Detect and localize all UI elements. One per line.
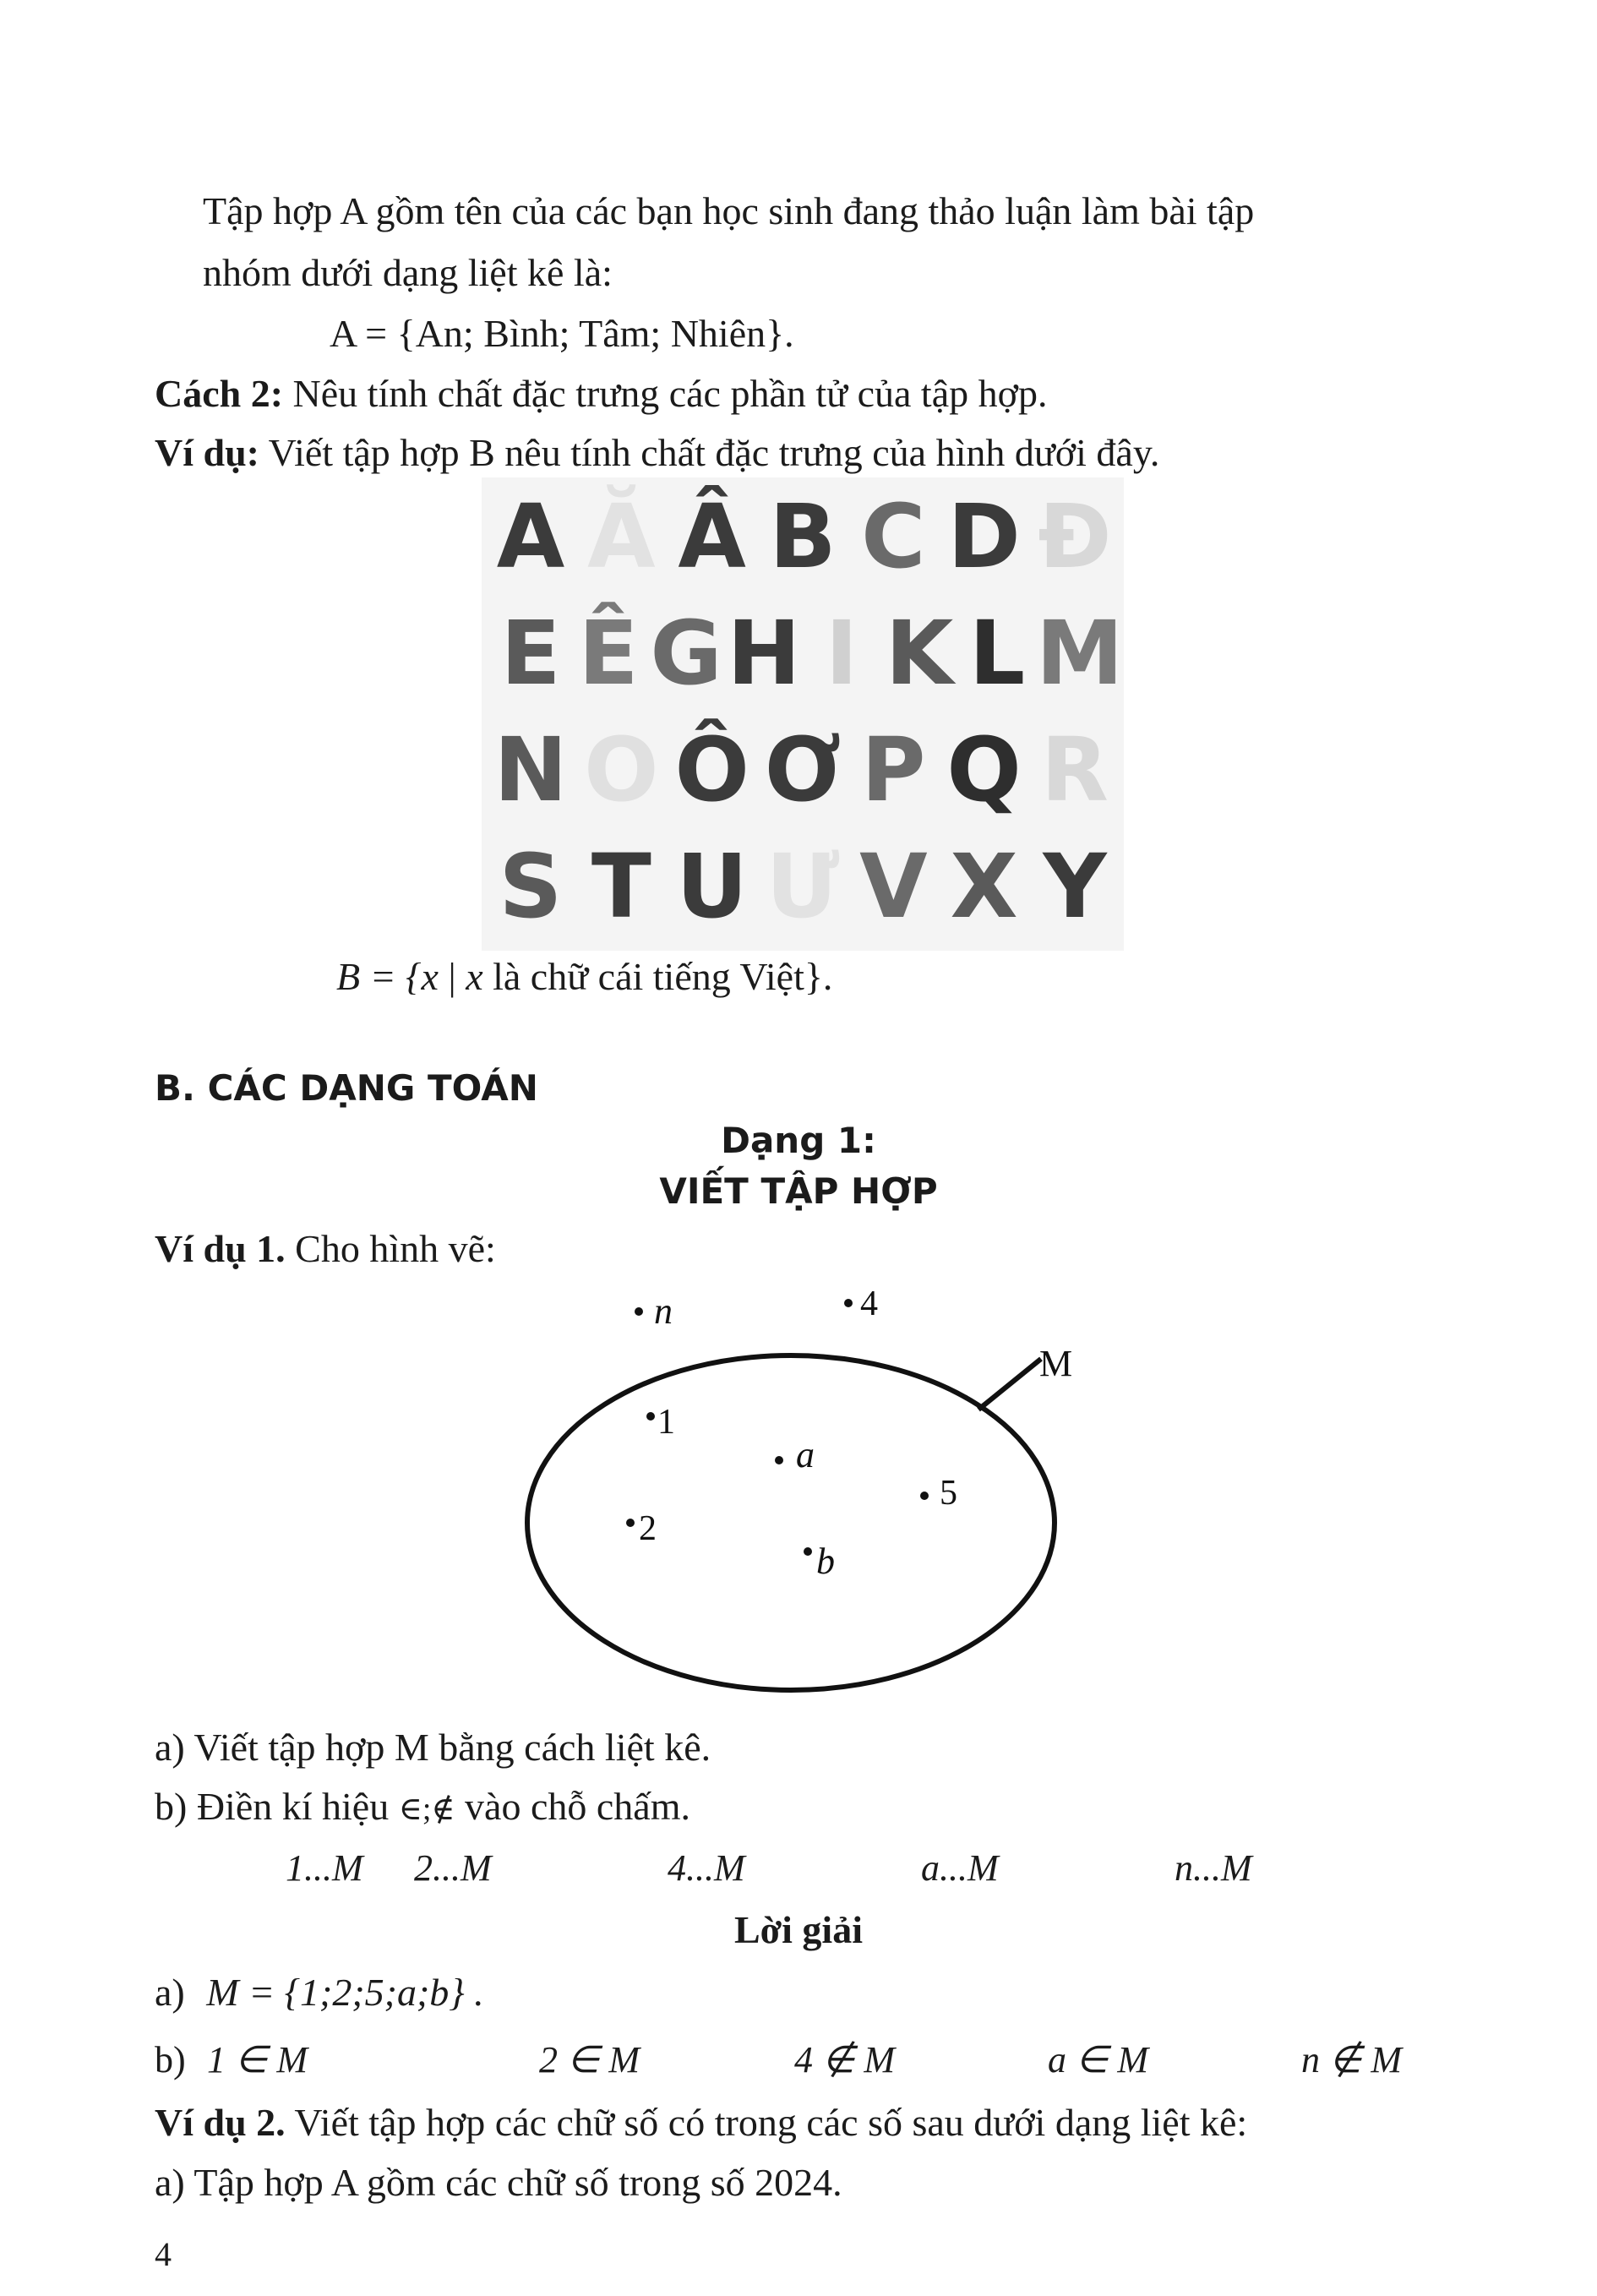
point-1-label: 1: [657, 1403, 675, 1442]
set-b-var: x: [421, 955, 439, 998]
alphabet-letter: Đ: [1038, 485, 1112, 588]
solution-a-set: M = {1;2;5;a;b} .: [206, 1971, 484, 2014]
alphabet-letter: H: [727, 602, 801, 705]
fill-item: a...M: [921, 1847, 999, 1889]
point-5-label: 5: [940, 1474, 957, 1513]
dang-1-subtitle: VIẾT TẬP HỢP: [659, 1170, 938, 1212]
alphabet-letter: Ô: [674, 718, 749, 821]
solution-b-item: 4 ∉ M: [794, 2039, 895, 2081]
dang-1-title: Dạng 1:: [721, 1120, 876, 1161]
method-2-label: Cách 2:: [155, 372, 284, 415]
intro-line-1: Tập hợp A gồm tên của các bạn học sinh đang thảo luận làm bài tập: [203, 189, 1255, 232]
example-2-part-a: a) Tập hợp A gồm các chữ số trong số 2024.: [155, 2161, 842, 2204]
alphabet-row: [482, 486, 1124, 587]
method-2-line: [155, 370, 1047, 417]
example-b-label: Ví dụ:: [155, 431, 259, 474]
solution-a-label: a): [155, 1971, 185, 2014]
example-1-text: Cho hình vẽ:: [285, 1227, 496, 1270]
point-5-dot: [920, 1492, 929, 1500]
alphabet-letter: N: [493, 718, 568, 821]
fill-item: 4...M: [668, 1847, 745, 1889]
alphabet-letter: G: [650, 602, 722, 705]
alphabet-letter: Ă: [587, 485, 656, 588]
alphabet-letter: Ê: [578, 602, 639, 705]
alphabet-letter: Ư: [766, 835, 840, 938]
point-a-dot: [775, 1456, 783, 1464]
alphabet-letter: C: [861, 485, 926, 588]
point-2-dot: [626, 1519, 635, 1527]
alphabet-letter: U: [676, 835, 748, 938]
alphabet-letter: Ơ: [764, 718, 842, 821]
method-2-text: Nêu tính chất đặc trưng các phần tử của tập hợp.: [283, 372, 1048, 415]
point-n-dot: [635, 1307, 643, 1316]
set-a-listing: A = {An; Bình; Tâm; Nhiên}.: [330, 312, 794, 355]
solution-title: Lời giải: [734, 1908, 863, 1951]
vietnamese-alphabet-image: [482, 477, 1124, 951]
alphabet-letter: O: [584, 718, 659, 821]
alphabet-letter: D: [947, 485, 1021, 588]
point-a-label: a: [796, 1434, 815, 1475]
solution-b-label: b): [155, 2039, 186, 2081]
point-2-label: 2: [639, 1509, 657, 1548]
alphabet-letter: R: [1040, 718, 1109, 821]
solution-b-item: 1 ∈ M: [207, 2039, 308, 2081]
question-b-prefix: b) Điền kí hiệu: [155, 1785, 390, 1828]
solution-b-item: n ∉ M: [1301, 2039, 1402, 2081]
alphabet-letter: L: [968, 602, 1026, 705]
alphabet-row: [482, 836, 1124, 937]
example-2-text: Viết tập hợp các chữ số có trong các số sau dưới dạng liệt kê:: [285, 2101, 1248, 2144]
alphabet-letter: V: [859, 835, 928, 938]
question-b: [155, 1783, 690, 1833]
alphabet-letter: B: [769, 485, 837, 588]
alphabet-row: [482, 603, 1124, 704]
set-m-label: M: [1039, 1343, 1073, 1384]
set-b-prefix: B = {: [336, 955, 422, 998]
alphabet-letter: Q: [946, 718, 1022, 821]
alphabet-letter: A: [496, 485, 565, 588]
membership-symbols: ∈;∉: [398, 1792, 455, 1827]
example-2-line: [155, 2099, 1247, 2146]
set-m-ellipse: [527, 1355, 1055, 1690]
set-m-pointer: [978, 1359, 1041, 1410]
solution-a: [155, 1969, 484, 2016]
example-b-text: Viết tập hợp B nêu tính chất đặc trưng của hình dưới đây.: [259, 431, 1160, 474]
alphabet-letter: Y: [1043, 835, 1107, 938]
set-b-bar: |: [438, 955, 466, 998]
example-2-label: Ví dụ 2.: [155, 2101, 286, 2144]
set-b-rest: là chữ cái tiếng Việt}.: [482, 955, 833, 998]
page-number: 4: [155, 2235, 172, 2273]
fill-item: 2...M: [414, 1847, 492, 1889]
point-4-label: 4: [860, 1284, 878, 1323]
point-4-dot: [844, 1299, 853, 1307]
point-b-dot: [804, 1547, 812, 1556]
point-b-label: b: [816, 1541, 835, 1582]
solution-b-item: a ∈ M: [1048, 2039, 1148, 2081]
section-heading: B. CÁC DẠNG TOÁN: [155, 1067, 538, 1109]
fill-item: 1...M: [286, 1847, 363, 1889]
alphabet-letter: S: [499, 835, 563, 938]
alphabet-letter: X: [950, 835, 1018, 938]
fill-item: n...M: [1175, 1847, 1252, 1889]
alphabet-letter: M: [1036, 602, 1124, 705]
alphabet-letter: K: [885, 602, 954, 705]
question-b-suffix: vào chỗ chấm.: [465, 1785, 690, 1828]
example-b-line: [155, 429, 1159, 477]
alphabet-row: [482, 719, 1124, 821]
point-1-dot: [646, 1412, 655, 1421]
set-m-diagram: [507, 1268, 1082, 1707]
question-a: a) Viết tập hợp M bằng cách liệt kê.: [155, 1726, 711, 1769]
solution-b-item: 2 ∈ M: [539, 2039, 640, 2081]
alphabet-letter: T: [591, 835, 651, 938]
example-1-line: [155, 1225, 496, 1273]
alphabet-letter: P: [861, 718, 926, 821]
alphabet-letter: E: [500, 602, 561, 705]
alphabet-letter: I: [825, 602, 858, 705]
set-b-definition: [336, 953, 832, 1001]
intro-line-2: nhóm dưới dạng liệt kê là:: [203, 251, 613, 294]
point-n-label: n: [654, 1290, 673, 1332]
alphabet-letter: Â: [678, 485, 746, 588]
set-b-var2: x: [466, 955, 483, 998]
example-1-label: Ví dụ 1.: [155, 1227, 286, 1270]
